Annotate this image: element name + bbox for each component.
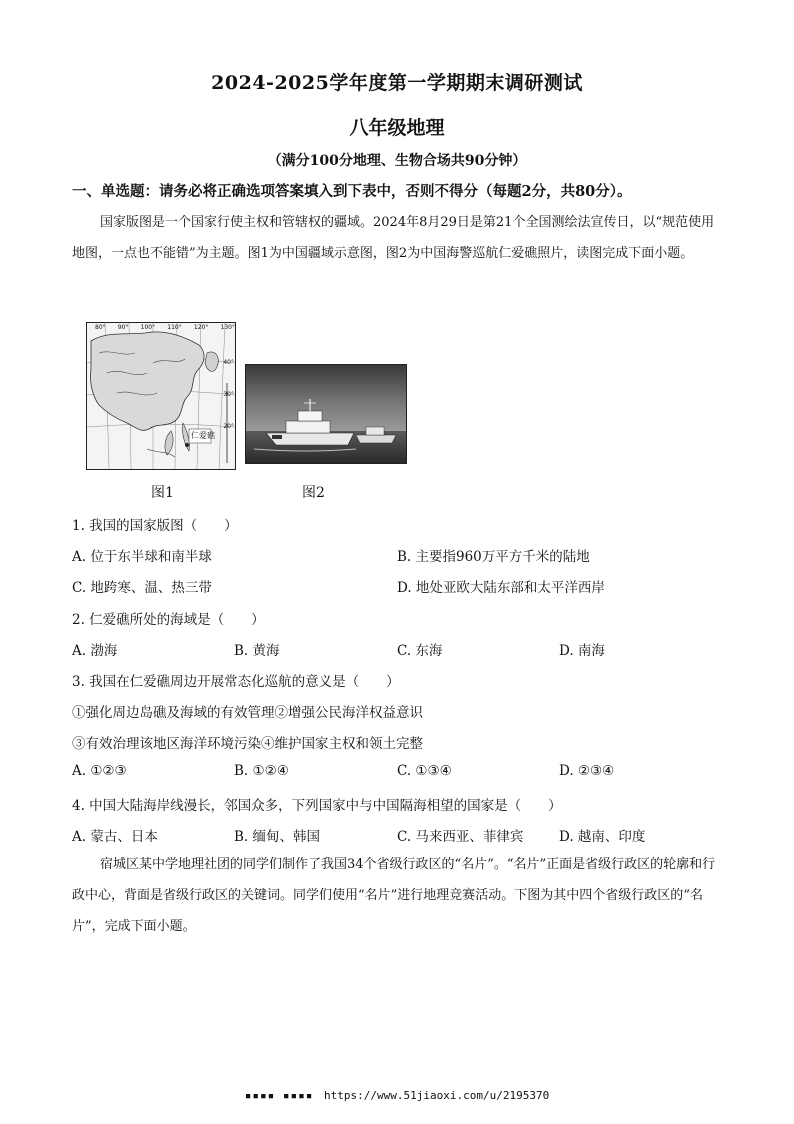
exam-note: （满分100分地理、生物合场共90分钟） (267, 153, 527, 169)
question-3-option-b[interactable]: B. ①②④ (234, 763, 289, 779)
passage-1: 国家版图是一个国家行使主权和管辖权的疆域。2024年8月29日是第21个全国测绘法宣传日，以“规范使用地图，一点也不能错”为主题。图1为中国疆域示意图，图2为中国海警巡航仁爱礁照片，读图完成下面小题。 (72, 215, 715, 261)
question-3-statement-line: ③有效治理该地区海洋环境污染④维护国家主权和领土完整 (72, 736, 423, 752)
figure-1-caption: 图1 (151, 485, 174, 501)
question-1-stem: 1. 我国的国家版图（ ） (72, 518, 238, 534)
question-1-option-c[interactable]: C. 地跨寒、温、热三带 (72, 580, 212, 596)
lon-label: 110° (167, 324, 182, 331)
lat-label: 20° (223, 423, 234, 430)
reef-label: 仁爱礁 (191, 431, 215, 440)
lon-label: 80° (95, 324, 106, 331)
china-territory-map (86, 322, 236, 470)
question-4-option-b[interactable]: B. 缅甸、韩国 (234, 829, 321, 845)
figure-2-caption: 图2 (302, 485, 325, 501)
question-2-option-d[interactable]: D. 南海 (559, 643, 605, 659)
question-1-option-b[interactable]: B. 主要指960万平方千米的陆地 (397, 549, 590, 565)
lat-label: 40° (223, 359, 234, 366)
exam-title: 2024-2025学年度第一学期期末调研测试 (211, 72, 583, 94)
lon-label: 100° (140, 324, 156, 331)
coast-guard-photo (245, 364, 407, 464)
longitude-labels (95, 324, 235, 331)
photo-drawing (246, 365, 406, 463)
lon-label: 130° (220, 324, 235, 331)
passage-2: 宿城区某中学地理社团的同学们制作了我国34个省级行政区的“名片”。“名片”正面是省级行政区的轮廓和行政中心，背面是省级行政区的关键词。同学们使用“名片”进行地理竞赛活动。下图为其中四个省级行政区的“名片”，完成下面小题。 (72, 857, 716, 934)
question-4-option-c[interactable]: C. 马来西亚、菲律宾 (397, 829, 524, 845)
lon-label: 90° (117, 324, 129, 331)
question-4-option-a[interactable]: A. 蒙古、日本 (72, 829, 158, 845)
map-drawing (87, 323, 235, 469)
question-4-option-d[interactable]: D. 越南、印度 (559, 829, 646, 845)
question-3-option-c[interactable]: C. ①③④ (397, 763, 452, 779)
question-3-stem: 3. 我国在仁爱礁周边开展常态化巡航的意义是（ ） (72, 674, 400, 690)
question-3-option-d[interactable]: D. ②③④ (559, 763, 615, 779)
exam-subtitle: 八年级地理 (349, 117, 445, 139)
section-heading: 一、单选题：请务必将正确选项答案填入到下表中，否则不得分（每题2分，共80分）。 (72, 183, 632, 200)
lat-label: 30° (223, 391, 234, 398)
question-1-option-a[interactable]: A. 位于东半球和南半球 (72, 549, 212, 565)
question-2-stem: 2. 仁爱礁所处的海域是（ ） (72, 612, 265, 628)
lon-label: 120° (193, 324, 209, 331)
question-3-option-a[interactable]: A. ①②③ (72, 763, 127, 779)
question-2-option-c[interactable]: C. 东海 (397, 643, 443, 659)
question-2-option-a[interactable]: A. 渤海 (72, 643, 118, 659)
question-3-statement-line: ①强化周边岛礁及海域的有效管理②增强公民海洋权益意识 (72, 705, 423, 721)
page-footer (0, 1089, 794, 1102)
question-4-stem: 4. 中国大陆海岸线漫长，邻国众多，下列国家中与中国隔海相望的国家是（ ） (72, 798, 562, 814)
question-1-option-d[interactable]: D. 地处亚欧大陆东部和太平洋西岸 (397, 580, 605, 596)
footer-watermark-icon: ▪▪▪▪ ▪▪▪▪ (244, 1089, 314, 1102)
footer-url[interactable]: https://www.51jiaoxi.com/u/2195370 (324, 1089, 550, 1102)
question-2-option-b[interactable]: B. 黄海 (234, 643, 280, 659)
